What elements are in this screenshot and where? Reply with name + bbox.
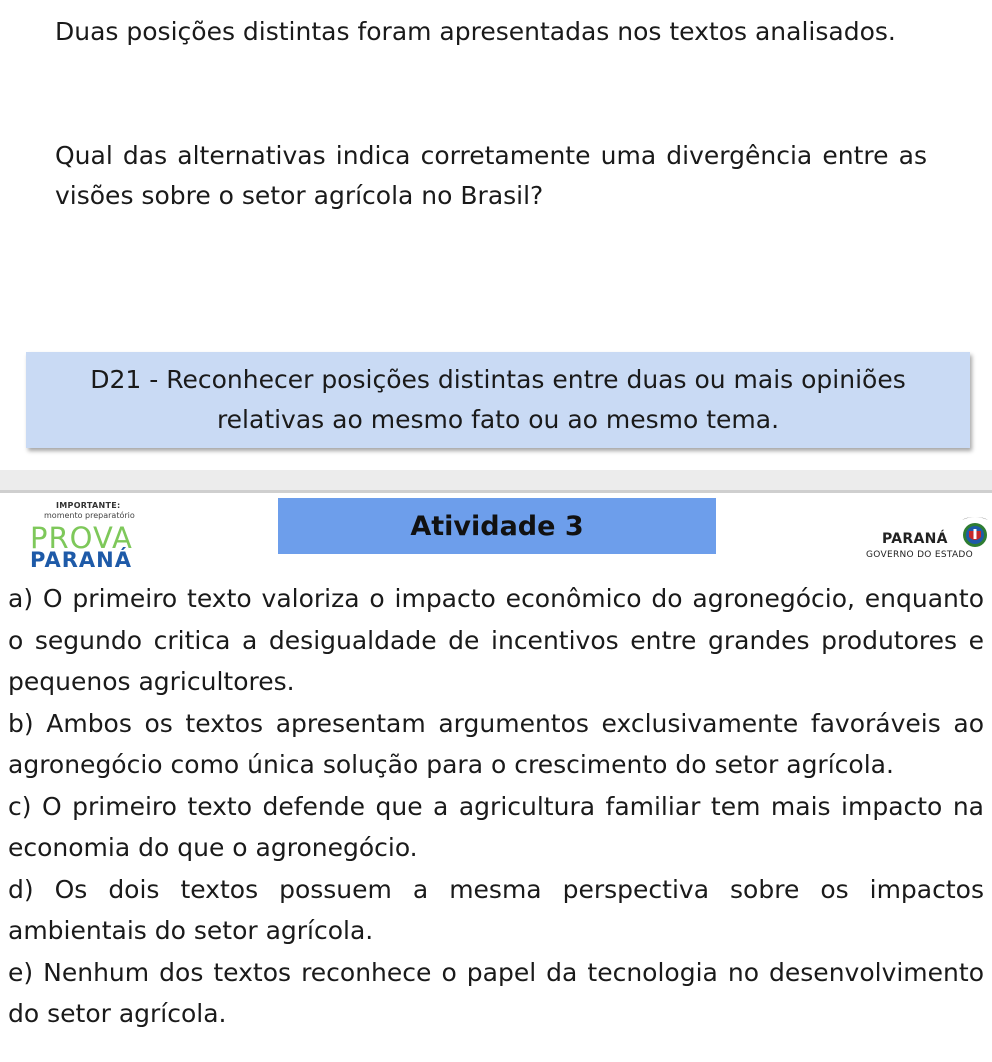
activity-title-box xyxy=(278,498,716,554)
intro-text: Duas posições distintas foram apresentadas nos textos analisados. xyxy=(55,17,896,46)
gov-subtitle-label: GOVERNO DO ESTADO xyxy=(866,550,974,560)
logo-moment-label: momento preparatório xyxy=(44,511,135,520)
option-d: d) Os dois textos possuem a mesma perspectiva sobre os impactos ambientais do setor agrícola. xyxy=(8,874,984,945)
prova-parana-logo xyxy=(30,501,180,571)
slide-top xyxy=(0,0,992,470)
descriptor-line-1: D21 - Reconhecer posições distintas entre duas ou mais opiniões xyxy=(90,365,906,394)
descriptor-box xyxy=(26,352,970,448)
logo-important-label: IMPORTANTE: xyxy=(56,501,121,510)
activity-header xyxy=(0,494,992,574)
slide-divider-line xyxy=(0,490,992,493)
slide-divider xyxy=(0,470,992,490)
answer-options xyxy=(8,578,984,1035)
logo-parana-word: PARANÁ xyxy=(30,548,132,572)
option-a: a) O primeiro texto valoriza o impacto econômico do agronegócio, enquanto o segundo critica a desigualdade de incentivos entre grandes produtores e pequenos agricultores. xyxy=(8,584,984,696)
option-c: c) O primeiro texto defende que a agricultura familiar tem mais impacto na economia do que o agronegócio. xyxy=(8,791,984,862)
option-b: b) Ambos os textos apresentam argumentos exclusivamente favoráveis ao agronegócio como única solução para o crescimento do setor agrícola. xyxy=(8,708,984,779)
coat-of-arms-icon xyxy=(960,514,990,550)
gov-state-label: PARANÁ xyxy=(882,531,948,547)
descriptor-line-2: relativas ao mesmo fato ou ao mesmo tema. xyxy=(216,405,780,434)
logo-prova-word: PROVA xyxy=(30,521,133,555)
option-e: e) Nenhum dos textos reconhece o papel da tecnologia no desenvolvimento do setor agrícola. xyxy=(8,957,984,1028)
activity-title: Atividade 3 xyxy=(410,510,584,542)
question-text: Qual das alternativas indica corretamente uma divergência entre as visões sobre o setor agrícola no Brasil? xyxy=(55,141,927,210)
parana-government-logo xyxy=(866,504,992,564)
